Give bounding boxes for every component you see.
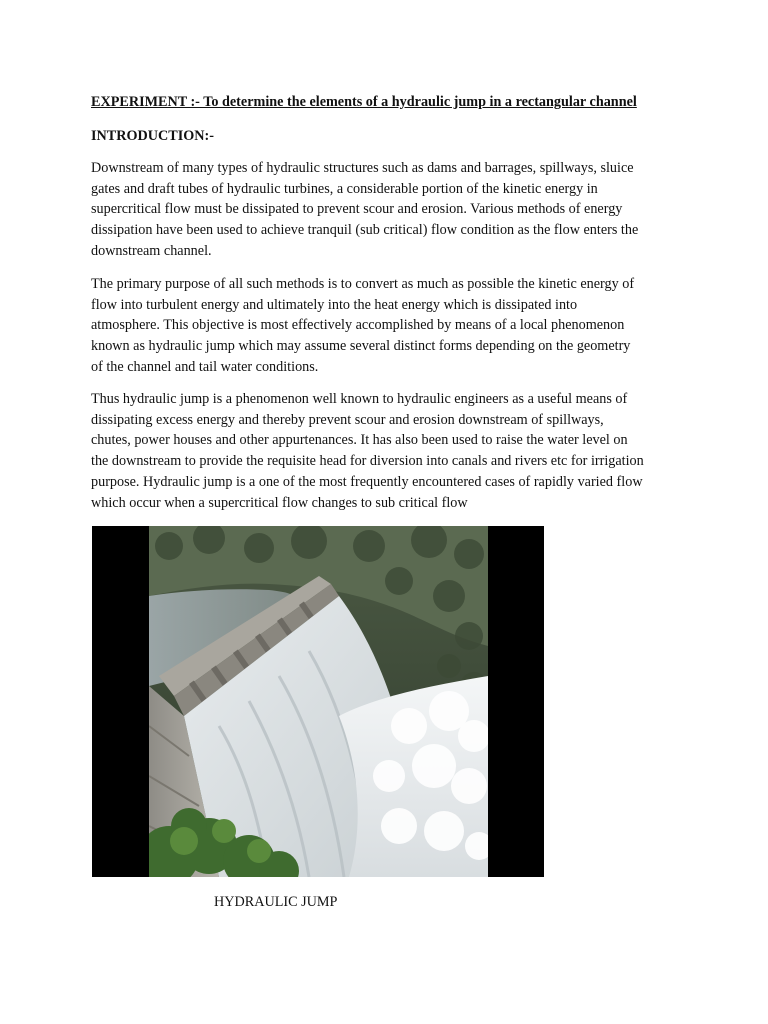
dam-spillway-photo [92, 526, 544, 877]
paragraph-line: The primary purpose of all such methods is to convert as much as possible the kinetic energy of [91, 276, 635, 292]
paragraph [91, 158, 691, 262]
paragraph-line: purpose. Hydraulic jump is a one of the most frequently encountered cases of rapidly varied flow [91, 473, 643, 490]
paragraph [91, 274, 691, 378]
paragraph-line: gates and draft tubes of hydraulic turbines, a considerable portion of the kinetic energy in [91, 180, 598, 197]
paragraph-line: downstream channel. [91, 242, 212, 259]
paragraph-line: flow into turbulent energy and ultimately into the heat energy which is dissipated into [91, 296, 578, 313]
paragraph-line: atmosphere. This objective is most effectively accomplished by means of a local phenomenon [91, 317, 625, 334]
paragraph-line: the downstream to provide the requisite head for diversion into canals and rivers etc for irrigation [91, 453, 644, 470]
paragraph-line: dissipating excess energy and thereby prevent scour and erosion downstream of spillways, [91, 411, 604, 428]
paragraph-line: known as hydraulic jump which may assume several distinct forms depending on the geometry [91, 338, 631, 355]
paragraph-line: supercritical flow must be dissipated to prevent scour and erosion. Various methods of energy [91, 201, 623, 218]
paragraph-line: of the channel and tail water conditions. [91, 358, 319, 375]
experiment-heading: EXPERIMENT :- To determine the elements of a hydraulic jump in a rectangular channel [91, 94, 637, 110]
dam-spillway-illustration [149, 526, 488, 877]
paragraph-line: Downstream of many types of hydraulic structures such as dams and barrages, spillways, sluice [91, 160, 634, 176]
paragraph-line: Thus hydraulic jump is a phenomenon well known to hydraulic engineers as a useful means of [91, 391, 628, 407]
paragraph-line: which occur when a supercritical flow changes to sub critical flow [91, 494, 468, 511]
paragraph [91, 389, 691, 513]
introduction-title: INTRODUCTION:- [91, 128, 214, 144]
figure-caption: HYDRAULIC JUMP [214, 894, 338, 910]
paragraph-line: dissipation have been used to achieve tranquil (sub critical) flow condition as the flow enters the [91, 222, 639, 239]
paragraph-line: chutes, power houses and other appurtenances. It has also been used to raise the water level on [91, 432, 628, 449]
